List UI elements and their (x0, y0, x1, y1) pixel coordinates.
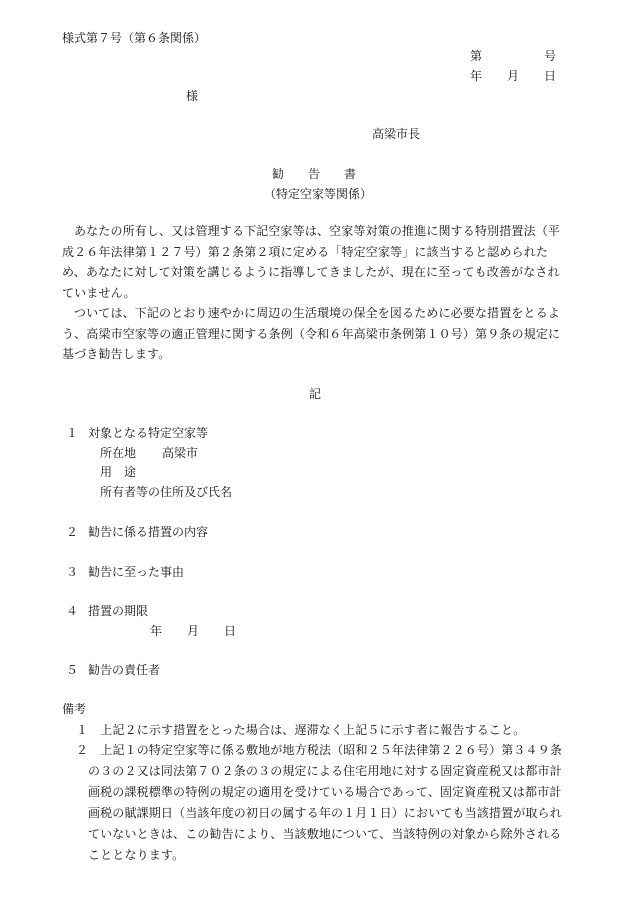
item-number: ５ (66, 663, 79, 677)
number-label: 第 (470, 49, 483, 63)
item-label: 措置の期限 (88, 604, 149, 618)
item-number: ４ (66, 604, 79, 618)
number-suffix: 号 (544, 49, 557, 63)
date-day: 日 (544, 69, 557, 83)
remarks-note-2: ２ 上記１の特定空家等に係る敷地が地方税法（昭和２５年法律第２２６号）第３４９条の３の２又は同法第７０２条の３の規定による住宅用地に対する固定資産税又は都市計画税の課税標準の特例の規定の適用を受けている場合であって、固定資産税又は都市計画税の賦課期日（当該年度の初日の属する年の１月１日）においても当該措置が取られていないときは、この勧告により、当該敷地について、当該特例の対象から除外されることとなります。 (76, 743, 563, 862)
document-subtitle: （特定空家等関係） (264, 187, 373, 201)
item-number: １ (66, 426, 79, 440)
body-paragraph-1: あなたの所有し、又は管理する下記空家等は、空家等対策の推進に関する特別措置法（平成２６年法律第１２７号）第２条第２項に定める「特定空家等」に該当すると認められため、あなたに対して対策を講じるように指導してきましたが、現在に至っても改善がなされていません。 (62, 224, 561, 300)
item-number: ２ (66, 525, 79, 539)
addressee-suffix: 様 (186, 89, 199, 103)
item-label: 対象となる特定空家等 (88, 426, 209, 440)
ki-heading: 記 (309, 387, 322, 401)
deadline-year: 年 (150, 624, 163, 638)
use-label: 用 途 (100, 465, 137, 479)
remarks-note-1: １ 上記２に示す措置をとった場合は、遅滞なく上記５に示す者に報告すること。 (76, 723, 526, 737)
item-label: 勧告の責任者 (88, 663, 161, 677)
document-title: 勧 告 書 (272, 167, 357, 181)
remarks-heading: 備考 (62, 702, 87, 716)
item-label: 勧告に至った事由 (88, 565, 185, 579)
item-label: 勧告に係る措置の内容 (88, 525, 209, 539)
item-number: ３ (66, 565, 79, 579)
body-paragraph-2: ついては、下記のとおり速やかに周辺の生活環境の保全を図るために必要な措置をとるよう、高梁市空家等の適正管理に関する条例（令和６年高梁市条例第１０号）第９条の規定に基づき勧告します。 (62, 306, 561, 361)
date-year: 年 (470, 69, 483, 83)
date-month: 月 (507, 69, 520, 83)
deadline-day: 日 (224, 624, 237, 638)
owner-label: 所有者等の住所及び氏名 (100, 485, 233, 499)
location-label: 所在地 (100, 446, 137, 460)
deadline-month: 月 (187, 624, 200, 638)
location-value: 高梁市 (162, 446, 199, 460)
issuer: 高梁市長 (372, 127, 421, 141)
form-label: 様式第７号（第６条関係） (62, 31, 207, 45)
